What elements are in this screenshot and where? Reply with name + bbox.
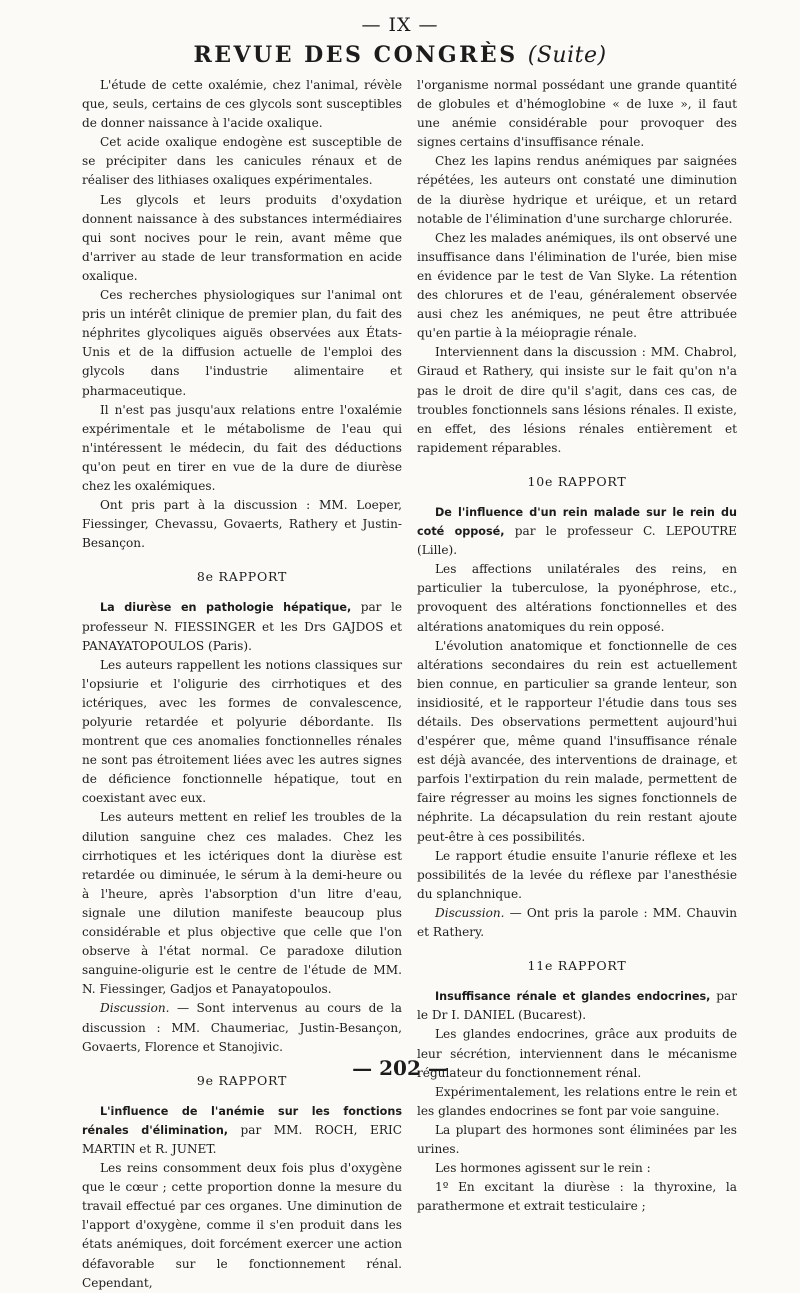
rapport-8-title-text: La diurèse en pathologie hépatique, xyxy=(100,601,352,615)
rapport-8-title xyxy=(82,598,402,655)
paragraph: Les auteurs rappellent les notions classiques sur l'opsiurie et l'oligurie des cirrhotiques et des ictériques, avec les formes de convalescence, polyurie retardée et polyurie débordante. Ils montrent que ces anomalies fonctionnelles rénales ne sont pas étroitement liées avec les autres signes de déficience fonctionnelle hépatique, tout en coexistant avec eux. xyxy=(82,657,402,806)
rapport-11-heading: 11e RAPPORT xyxy=(527,958,627,974)
rapport-9-title xyxy=(82,1102,402,1159)
page-roman-numeral: — IX — xyxy=(361,14,439,36)
rapport-8-heading: 8e RAPPORT xyxy=(196,569,288,585)
paragraph: Les hormones agissent sur le rein : xyxy=(435,1161,651,1176)
paragraph: Interviennent dans la discussion : MM. Chabrol, Giraud et Rathery, qui insiste sur le fait qu'on n'a pas le droit de dire qu'il s'agit, dans ces cas, de troubles fonctionnels sans lésions rénales. Il existe, en effet, des lésions rénales entièrement et rapidement réparables. xyxy=(417,345,737,455)
paragraph: Ces recherches physiologiques sur l'animal ont pris un intérêt clinique de premier plan, du fait des néphrites glycoliques aiguës observées aux États-Unis et de la diffusion actuelle de l'emploi des glycols dans l'industrie alimentaire et pharmaceutique. xyxy=(82,288,402,398)
paragraph: L'étude de cette oxalémie, chez l'animal, révèle que, seuls, certains de ces glycols sont susceptibles de donner naissance à l'acide oxalique. xyxy=(82,78,402,131)
rapport-8-authors: par le professeur N. FIESSINGER et les Drs GAJDOS et PANAYATOPOULOS (Paris). xyxy=(82,600,402,653)
page-number: — 202 — xyxy=(352,1056,448,1080)
rapport-10-title-text: De l'influence d'un rein malade sur le rein du coté opposé, xyxy=(417,505,737,539)
paragraph: L'évolution anatomique et fonctionnelle de ces altérations secondaires du rein est actuellement bien connue, en particulier sa grande lenteur, son insidiosité, et le rapporteur l'étudie dans tous ses détails. Des observations permettent aujourd'hui d'espérer que, même quand l'insuffisance rénale est déjà avancée, des interventions de drainage, et parfois l'extirpation du rein malade, permettent de faire régresser au moins les signes fonctionnels de néphrite. La décapsulation du rein restant ajoute peut-être à ces possibilités. xyxy=(417,638,737,844)
paragraph: Les glandes endocrines, grâce aux produits de leur sécrétion, interviennent dans le mécanisme régulateur du fonctionnement rénal. xyxy=(417,1027,737,1080)
discussion-text: — Ont pris la parole : MM. Chauvin et Rathery. xyxy=(417,905,737,940)
discussion-text: — Sont intervenus au cours de la discussion : MM. Chaumeriac, Justin-Besançon, Govaerts, Florence et Stanojivic. xyxy=(82,1001,402,1054)
rapport-11-title-text: Insuffisance rénale et glandes endocrines, xyxy=(435,990,711,1004)
rapport-11-authors: par le Dr I. DANIEL (Bucarest). xyxy=(417,989,738,1023)
paragraph: La plupart des hormones sont éliminées par les urines. xyxy=(417,1122,737,1156)
paragraph: Chez les lapins rendus anémiques par saignées répétées, les auteurs ont constaté une diminution de la diurèse hydrique et uréique, et un retard notable de l'élimination d'une surcharge chlorurée. xyxy=(417,154,737,226)
rapport-10-authors: par le professeur C. LEPOUTRE (Lille). xyxy=(417,524,737,558)
paragraph: Le rapport étudie ensuite l'anurie réflexe et les possibilités de la levée du réflexe par l'anesthésie du splanchnique. xyxy=(417,848,737,901)
rapport-10-title xyxy=(417,503,737,560)
page-title xyxy=(0,42,800,68)
paragraph: Il n'est pas jusqu'aux relations entre l'oxalémie expérimentale et le métabolisme de l'eau qui n'intéressent le médecin, du fait des déductions qu'on peut en tirer en vue de la dure de diurèse chez les oxalémiques. xyxy=(82,402,402,493)
paragraph: Expérimentalement, les relations entre le rein et les glandes endocrines se font par voie sanguine. xyxy=(417,1084,737,1118)
left-column xyxy=(82,76,402,1293)
paragraph: l'organisme normal possédant une grande quantité de globules et d'hémoglobine « de luxe », il faut une anémie considérable pour provoquer des signes certains d'insuffisance rénale. xyxy=(417,78,737,150)
paragraph: 1º En excitant la diurèse : la thyroxine, la parathermone et extrait testiculaire ; xyxy=(417,1180,737,1214)
discussion-label: Discussion. xyxy=(100,1001,170,1016)
rapport-11-title xyxy=(417,987,737,1025)
rapport-8-discussion xyxy=(82,999,402,1056)
rapport-9-title-text: L'influence de l'anémie sur les fonctions rénales d'élimination, xyxy=(82,1104,402,1137)
paragraph: Ont pris part à la discussion : MM. Loeper, Fiessinger, Chevassu, Govaerts, Rathery et Justin-Besançon. xyxy=(82,498,402,551)
rapport-10-discussion xyxy=(417,904,737,942)
paragraph: Les auteurs mettent en relief les troubles de la dilution sanguine chez ces malades. Chez les cirrhotiques et les ictériques dont la diurèse est retardée ou diminuée, le sérum à la demi-heure ou à l'heure, après l'absorption d'un litre d'eau, signale une dilution manifeste beaucoup plus considérable et plus objective que celle que l'on observe à l'état normal. Ce paradoxe dilution sanguine-oligurie est le centre de l'étude de MM. N. Fiessinger, Gadjos et Panayatopoulos. xyxy=(82,810,402,997)
paragraph: Les glycols et leurs produits d'oxydation donnent naissance à des substances intermédiaires qui sont nocives pour le rein, avant même que d'arriver au stade de leur transformation en acide oxalique. xyxy=(82,192,402,283)
paragraph: Les reins consomment deux fois plus d'oxygène que le cœur ; cette proportion donne la mesure du travail effectué par ces organes. Une diminution de l'apport d'oxygène, comme il s'en produit dans les états anémiques, doit forcément exercer une action défavorable sur le fonctionnement rénal. Cependant, xyxy=(82,1161,402,1290)
right-column xyxy=(417,76,737,1216)
page-title-main: REVUE DES CONGRÈS xyxy=(193,42,518,68)
rapport-9-authors: par MM. ROCH, ERIC MARTIN et R. JUNET. xyxy=(82,1122,402,1156)
page-title-suite: (Suite) xyxy=(527,43,607,68)
paragraph: Cet acide oxalique endogène est susceptible de se précipiter dans les canicules rénaux et de réaliser des lithiases oxaliques expérimentales. xyxy=(82,135,402,188)
rapport-9-heading: 9e RAPPORT xyxy=(196,1072,288,1088)
paragraph: Chez les malades anémiques, ils ont observé une insuffisance dans l'élimination de l'urée, bien mise en évidence par le test de Van Slyke. La rétention des chlorures et de l'eau, généralement observée ausi chez les anémiques, ne peut être attribuée qu'en partie à la méiopragie rénale. xyxy=(417,230,737,341)
rapport-10-heading: 10e RAPPORT xyxy=(527,473,627,489)
discussion-label: Discussion. xyxy=(435,905,505,920)
paragraph: Les affections unilatérales des reins, en particulier la tuberculose, la pyonéphrose, etc., provoquent des altérations fonctionnelles et des altérations anatomiques du rein opposé. xyxy=(417,562,737,634)
